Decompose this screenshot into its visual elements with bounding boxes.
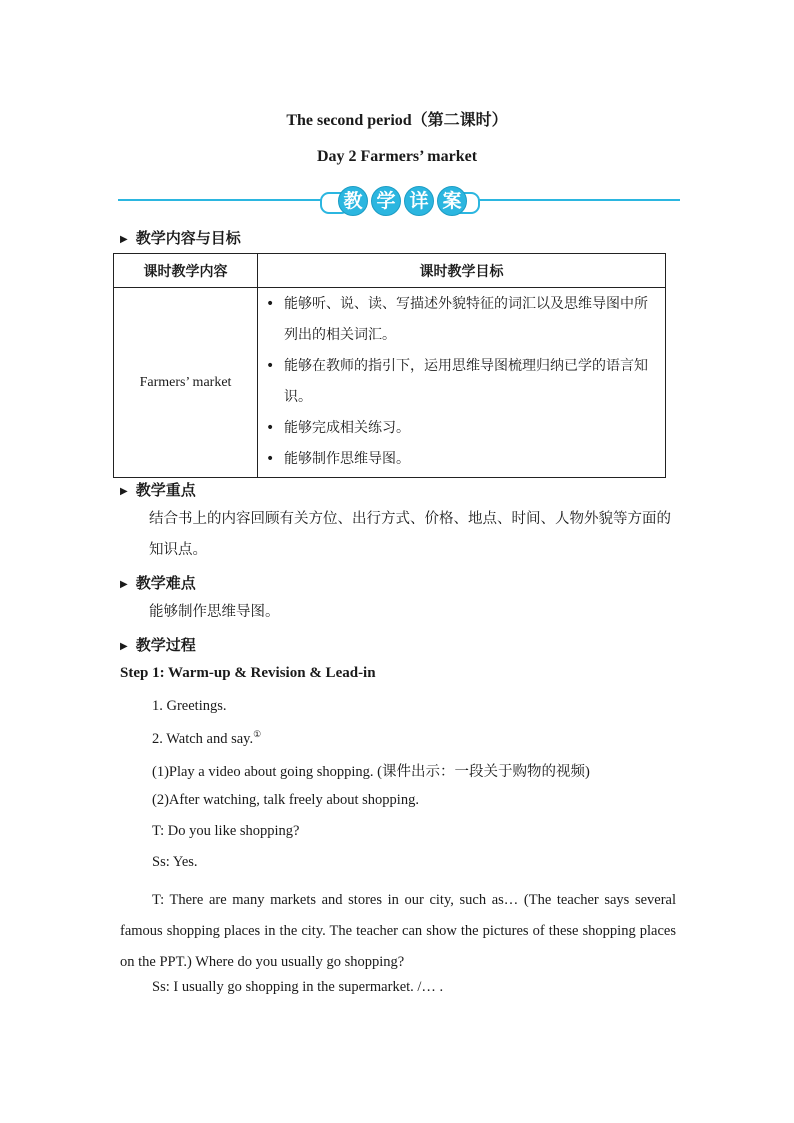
banner-char: 教 xyxy=(338,186,368,216)
footnote-marker: ① xyxy=(253,729,262,739)
table-cell-objectives xyxy=(258,288,666,478)
heading-text: 教学重点 xyxy=(135,481,196,499)
heading-process xyxy=(120,634,196,655)
step-line: 1. Greetings. xyxy=(152,698,227,714)
heading-text: 教学难点 xyxy=(135,574,196,592)
heading-text: 教学过程 xyxy=(135,636,196,654)
step-line: (2)After watching, talk freely about shopping. xyxy=(152,792,419,808)
objective-item: • 能够在教师的指引下，运用思维导图梳理归纳已学的语言知识。 xyxy=(266,351,659,413)
step-line-text: 2. Watch and say. xyxy=(152,730,254,747)
step-paragraph: T: There are many markets and stores in our city, such as… (The teacher says several famous shopping places in the city. The teacher can show the pictures of these shopping places on the PPT.) Where do you usually go shopping? xyxy=(120,892,676,970)
objective-item: • 能够制作思维导图。 xyxy=(266,444,659,475)
step-line: Ss: I usually go shopping in the supermarket. /… . xyxy=(152,979,444,995)
step-line xyxy=(120,729,708,748)
step-line: T: Do you like shopping? xyxy=(152,823,300,839)
step-line: Ss: Yes. xyxy=(152,854,198,870)
banner-char: 详 xyxy=(404,186,434,216)
title-lesson: Day 2 Farmers’ market xyxy=(316,148,478,165)
table-header-row xyxy=(114,254,666,288)
table-header-goals: 课时教学目标 xyxy=(258,254,666,288)
triangle-bullet-icon: ▶ xyxy=(120,579,128,590)
triangle-bullet-icon: ▶ xyxy=(120,641,128,652)
objective-item: • 能够完成相关练习。 xyxy=(266,413,659,444)
step1-title: Step 1: Warm-up & Revision & Lead-in xyxy=(120,665,376,681)
banner-char: 学 xyxy=(371,186,401,216)
section-banner xyxy=(118,186,680,216)
title-period: The second period（第二课时） xyxy=(286,112,508,129)
table-cell-content: Farmers’ market xyxy=(114,288,258,478)
heading-key-points xyxy=(120,479,196,500)
heading-content-goals xyxy=(120,227,241,248)
objective-item: • 能够听、说、读、写描述外貌特征的词汇以及思维导图中所列出的相关词汇。 xyxy=(266,289,659,351)
heading-text: 教学内容与目标 xyxy=(135,229,241,247)
step-line: (1)Play a video about going shopping. (课件出示：一段关于购物的视频) xyxy=(152,764,590,780)
goals-table xyxy=(113,253,666,478)
triangle-bullet-icon: ▶ xyxy=(120,486,128,497)
banner-pill xyxy=(318,186,480,216)
heading-difficulties xyxy=(120,572,196,593)
table-header-content: 课时教学内容 xyxy=(114,254,258,288)
banner-char: 案 xyxy=(437,186,467,216)
difficulties-paragraph xyxy=(120,597,676,628)
difficulties-text: 能够制作思维导图。 xyxy=(149,604,280,620)
table-row xyxy=(114,288,666,478)
key-points-text: 结合书上的内容回顾有关方位、出行方式、价格、地点、时间、人物外貌等方面的知识点。 xyxy=(149,511,671,558)
triangle-bullet-icon: ▶ xyxy=(120,234,128,245)
key-points-paragraph xyxy=(120,504,676,566)
